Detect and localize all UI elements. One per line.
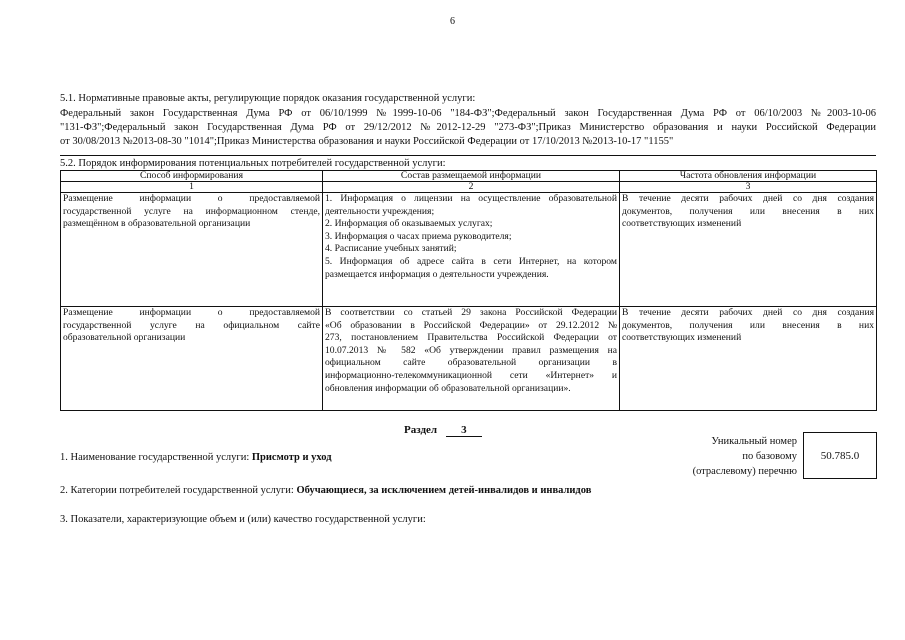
item-1-label: 1. Наименование государственной услуги:	[60, 452, 250, 463]
section-label: Раздел	[404, 424, 438, 436]
item-2	[60, 484, 800, 498]
column-number: 2	[323, 182, 620, 193]
item-3: 3. Показатели, характеризующие объем и (или) качество государственной услуги:	[60, 514, 426, 525]
section-header	[404, 424, 482, 437]
column-header: Состав размещаемой информации	[323, 171, 620, 182]
item-1-value: Присмотр и уход	[251, 452, 332, 463]
item-2-value: Обучающиеся, за исключением детей-инвалидов и инвалидов	[296, 485, 592, 496]
table-row	[61, 307, 877, 411]
table-number-row	[61, 182, 877, 193]
frequency-cell: В течение десяти рабочих дней со дня создания документов, получения или внесения в них соответствующих изменений	[620, 193, 877, 307]
page-number: 6	[450, 16, 455, 27]
section-5-2-heading: 5.2. Порядок информирования потенциальных потребителей государственной услуги:	[60, 158, 446, 169]
method-cell: Размещение информации о предоставляемой государственной услуге на официальном сайте образовательной организации	[61, 307, 323, 411]
section-5-1-line-1: Федеральный закон Государственная Дума РФ от 06/10/1999 №1999-10-06 "184-ФЗ";Федеральный закон Государственная Дума РФ от 06/10/2003 №2003-10-06	[60, 108, 876, 119]
frequency-cell: В течение десяти рабочих дней со дня создания документов, получения или внесения в них соответствующих изменений	[620, 307, 877, 411]
method-cell: Размещение информации о предоставляемой государственной услуге на информационном стенде, размещённом в образовательной организации	[61, 193, 323, 307]
table-header-row	[61, 171, 877, 182]
table-row	[61, 193, 877, 307]
content-cell: 1. Информация о лицензии на осуществление образовательной деятельности учреждения; 2. Информация об оказываемых услугах; 3. Информация о часах приема руководителя; 4. Расписание учебных занятий; 5. Информация об адресе сайта в сети Интернет, на котором размещается информация о деятельности учреждения.	[323, 193, 620, 307]
item-2-label: 2. Категории потребителей государственной услуги:	[60, 485, 294, 496]
unique-number-label-2: по базовому	[742, 451, 797, 462]
column-number: 3	[620, 182, 877, 193]
section-5-1-heading: 5.1. Нормативные правовые акты, регулирующие порядок оказания государственной услуги:	[60, 93, 476, 104]
unique-number-label-3: (отраслевому) перечню	[692, 466, 797, 477]
section-5-1-line-3: от 30/08/2013 №2013-08-30 "1014";Приказ Министерства образования и науки Российской Федерации от 17/10/2013 №2013-10-17 "1155"	[60, 136, 674, 147]
column-header: Способ информирования	[61, 171, 323, 182]
divider-line	[60, 155, 876, 156]
content-cell: В соответствии со статьей 29 закона Российской Федерации «Об образовании в Российской Федерации» от 29.12.2012 № 273, постановлением Правительства Российской Федерации от 10.07.2013 № 582 «Об утверждении правил размещения на официальном сайте образовательной организации в информационно-телекоммуникационной сети «Интернет» и обновления информации об образовательной организации».	[323, 307, 620, 411]
unique-number-box: 50.785.0	[803, 432, 877, 479]
item-1	[60, 451, 660, 465]
unique-number-label-1: Уникальный номер	[711, 436, 797, 447]
section-5-1-line-2: "131-ФЗ";Федеральный закон Государственная Дума РФ от 29/12/2012 №2012-12-29 "273-ФЗ";Приказ Министерство образования и науки Российской Федерации	[60, 122, 876, 133]
information-table	[60, 170, 877, 411]
column-header: Частота обновления информации	[620, 171, 877, 182]
section-number: 3	[446, 424, 482, 437]
column-number: 1	[61, 182, 323, 193]
